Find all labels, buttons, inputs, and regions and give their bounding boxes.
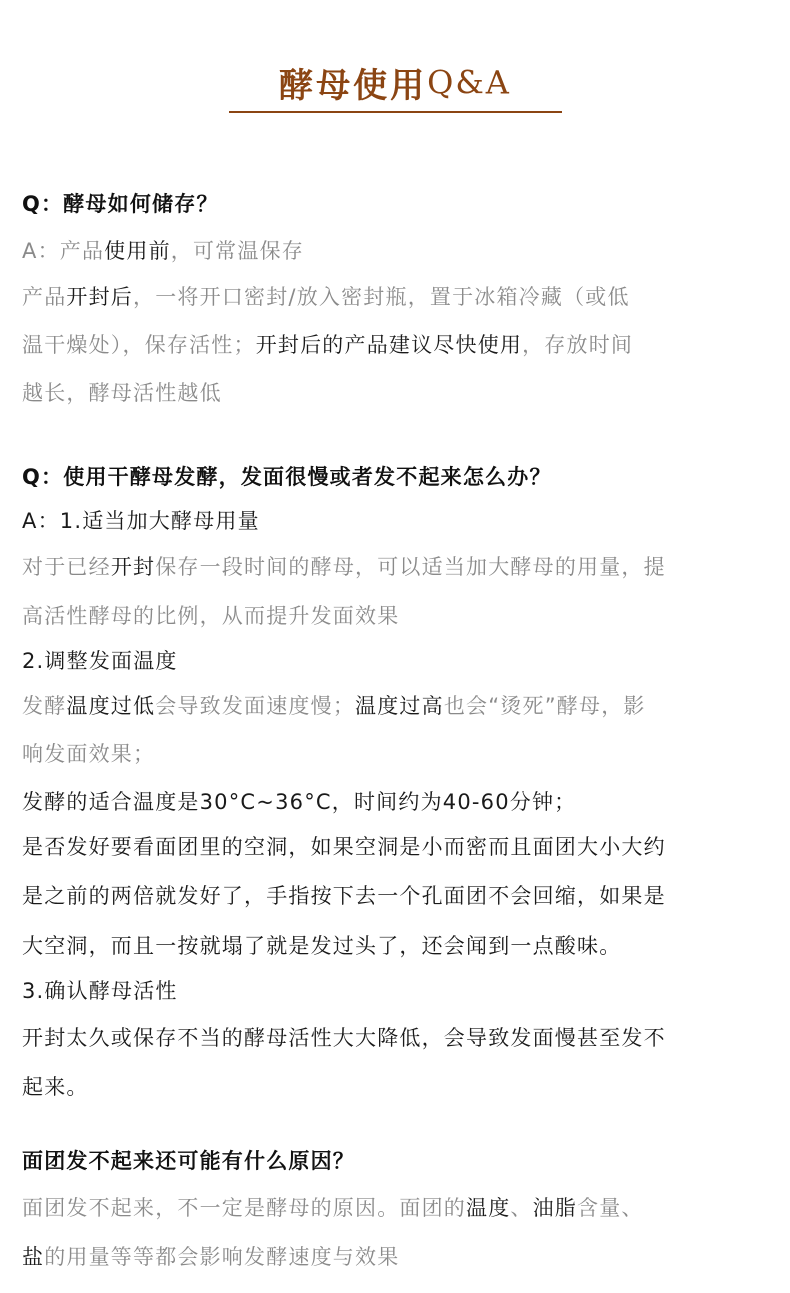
emphasis-text: 开封	[110, 555, 156, 579]
body-text: 、	[510, 1196, 533, 1220]
answer-2-line-11	[22, 975, 178, 1005]
body-text: 产品	[22, 285, 67, 309]
answer-2-line-2	[22, 551, 666, 581]
answer-2-line-5	[22, 690, 646, 720]
emphasis-text: 开封后的产品建议尽快使用	[255, 333, 523, 357]
answer-3-line-1	[22, 1192, 644, 1222]
body-text: 含量、	[577, 1196, 644, 1220]
answer-2-line-8	[22, 831, 666, 861]
answer-2-line-12	[22, 1022, 666, 1052]
question-2: Q：使用干酵母发酵，发面很慢或者发不起来怎么办？	[22, 465, 552, 489]
body-text: 的用量等等都会影响发酵速度与效果	[44, 1245, 400, 1269]
body-text: A：产品	[22, 239, 105, 263]
body-text: 面团发不起来，不一定是酵母的原因。面团的	[22, 1196, 466, 1220]
body-text: 也会“烫死”酵母，影	[443, 694, 646, 718]
body-text: 对于已经	[22, 555, 111, 579]
emphasis-text: 温度过高	[355, 694, 444, 718]
body-text: ，一将开口密封/放入密封瓶，置于冰箱冷藏（或低	[133, 285, 630, 309]
answer-1-line-3	[22, 329, 633, 359]
answer-1-line-4	[22, 377, 222, 407]
emphasis-text: 开封后	[66, 285, 134, 309]
answer-2-line-9	[22, 880, 666, 910]
answer-2-line-10	[22, 930, 621, 960]
title-underline	[229, 111, 562, 113]
answer-2-line-1	[22, 505, 260, 535]
body-text: ，存放时间	[522, 333, 634, 357]
answer-3-line-2	[22, 1241, 399, 1271]
emphasis-text: 油脂	[532, 1196, 578, 1220]
emphasis-text: 大空洞，而且一按就塌了就是发过头了，还会闻到一点酸味。	[22, 934, 622, 958]
answer-2-line-6	[22, 738, 155, 768]
body-text: ，可常温保存	[170, 239, 304, 263]
emphasis-text: 开封太久或保存不当的酵母活性大大降低，会导致发面慢甚至发不	[22, 1026, 666, 1050]
body-text: 高活性酵母的比例，从而提升发面效果	[22, 604, 400, 628]
answer-2-line-3	[22, 600, 399, 630]
emphasis-text: 使用前	[104, 239, 171, 263]
emphasis-text: 温度	[466, 1196, 511, 1220]
emphasis-text: 3.确认酵母活性	[22, 979, 178, 1003]
title-qa: Q&A	[427, 63, 511, 102]
body-text: 越长，酵母活性越低	[22, 381, 222, 405]
emphasis-text: 2.调整发面温度	[22, 649, 178, 673]
page-title	[0, 58, 790, 107]
question-1: Q：酵母如何储存？	[22, 192, 219, 216]
body-text: 响发面效果；	[22, 742, 156, 766]
title-chinese: 酵母使用	[279, 66, 428, 106]
body-text: 保存一段时间的酵母，可以适当加大酵母的用量，提	[155, 555, 666, 579]
answer-2-line-7	[22, 786, 576, 816]
emphasis-text: 发酵的适合温度是30°C~36°C，时间约为40-60分钟；	[22, 790, 577, 814]
question-3: 面团发不起来还可能有什么原因？	[22, 1149, 355, 1173]
answer-1-line-1	[22, 235, 304, 265]
body-text: 温干燥处），保存活性；	[22, 333, 256, 357]
answer-2-line-13	[22, 1071, 89, 1101]
body-text: 发酵	[22, 694, 67, 718]
emphasis-text: 起来。	[22, 1075, 89, 1099]
emphasis-text: 是否发好要看面团里的空洞，如果空洞是小而密而且面团大小大约	[22, 835, 666, 859]
emphasis-text: 温度过低	[66, 694, 156, 718]
answer-2-line-4	[22, 645, 178, 675]
emphasis-text: A：1.适当加大酵母用量	[22, 509, 260, 533]
emphasis-text: 盐	[22, 1245, 45, 1269]
emphasis-text: 是之前的两倍就发好了，手指按下去一个孔面团不会回缩，如果是	[22, 884, 666, 908]
answer-1-line-2	[22, 281, 630, 311]
body-text: 会导致发面速度慢；	[155, 694, 356, 718]
